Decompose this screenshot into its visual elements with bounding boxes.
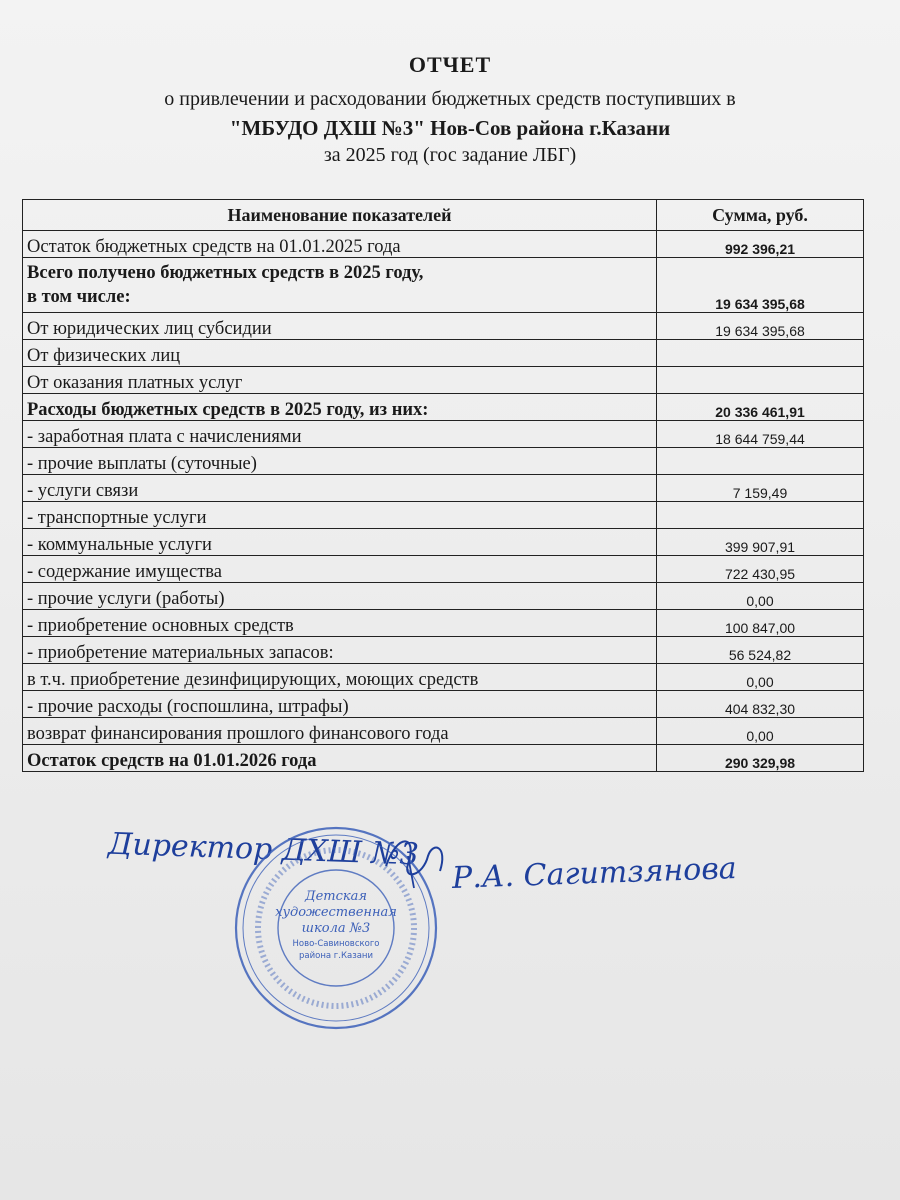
row-name: От оказания платных услуг	[23, 367, 657, 394]
row-sum: 0,00	[657, 583, 864, 610]
table-row	[23, 664, 864, 691]
row-sum: 100 847,00	[657, 610, 864, 637]
table-row	[23, 691, 864, 718]
director-name-signature: Р.А. Сагитзянова	[451, 851, 738, 896]
row-name: в т.ч. приобретение дезинфицирующих, моющих средств	[23, 664, 657, 691]
table-row	[23, 718, 864, 745]
row-sum: 7 159,49	[657, 475, 864, 502]
stamp-line5: района г.Казани	[298, 951, 374, 961]
table-row	[23, 367, 864, 394]
row-name: - услуги связи	[23, 475, 657, 502]
row-sum	[657, 367, 864, 394]
column-header-name: Наименование показателей	[23, 200, 657, 231]
row-sum: 290 329,98	[657, 745, 864, 772]
row-sum: 56 524,82	[657, 637, 864, 664]
organization-name: "МБУДО ДХШ №3" Нов-Сов района г.Казани	[229, 116, 671, 140]
table-row	[23, 448, 864, 475]
row-sum	[657, 448, 864, 475]
row-name: Расходы бюджетных средств в 2025 году, из них:	[23, 394, 657, 421]
row-name: возврат финансирования прошлого финансового года	[23, 718, 657, 745]
row-name-line2: в том числе:	[27, 287, 131, 307]
row-name: - содержание имущества	[23, 556, 657, 583]
table-row	[23, 583, 864, 610]
row-sum: 399 907,91	[657, 529, 864, 556]
report-period: за 2025 год (гос задание ЛБГ)	[323, 144, 577, 166]
row-sum: 992 396,21	[657, 231, 864, 258]
row-name: - прочие услуги (работы)	[23, 583, 657, 610]
stamp-line4: Ново-Савиновского	[292, 939, 380, 949]
row-name: - приобретение материальных запасов:	[23, 637, 657, 664]
table-row	[23, 475, 864, 502]
signature-scribble-icon	[378, 826, 458, 896]
table-row	[23, 610, 864, 637]
table-row	[23, 421, 864, 448]
director-signature-label: Директор ДХШ №3	[107, 826, 420, 873]
row-sum: 19 634 395,68	[657, 313, 864, 340]
table-row	[23, 313, 864, 340]
row-sum: 19 634 395,68	[657, 258, 864, 313]
row-name-line1: Всего получено бюджетных средств в 2025 году,	[27, 263, 424, 283]
column-header-sum: Сумма, руб.	[657, 200, 864, 231]
report-title: ОТЧЕТ	[408, 52, 492, 77]
table-row	[23, 394, 864, 421]
row-name: - заработная плата с начислениями	[23, 421, 657, 448]
stamp-line3: школа №3	[301, 921, 371, 936]
report-subtitle: о привлечении и расходовании бюджетных средств поступивших в	[164, 88, 736, 110]
row-name: От юридических лиц субсидии	[23, 313, 657, 340]
row-sum: 20 336 461,91	[657, 394, 864, 421]
table-row	[23, 529, 864, 556]
row-sum: 404 832,30	[657, 691, 864, 718]
table-row	[23, 258, 864, 313]
row-name: - прочие расходы (госпошлина, штрафы)	[23, 691, 657, 718]
row-name: Остаток средств на 01.01.2026 года	[23, 745, 657, 772]
table-row	[23, 340, 864, 367]
row-name: - прочие выплаты (суточные)	[23, 448, 657, 475]
row-name: - коммунальные услуги	[23, 529, 657, 556]
stamp-line1: Детская	[305, 889, 367, 904]
table-row	[23, 556, 864, 583]
row-sum: 722 430,95	[657, 556, 864, 583]
row-name: Остаток бюджетных средств на 01.01.2025 года	[23, 231, 657, 258]
table-row	[23, 745, 864, 772]
row-sum	[657, 502, 864, 529]
row-sum: 18 644 759,44	[657, 421, 864, 448]
table-row	[23, 502, 864, 529]
row-name: - приобретение основных средств	[23, 610, 657, 637]
row-sum: 0,00	[657, 718, 864, 745]
table-row	[23, 231, 864, 258]
stamp-line2: художественная	[275, 905, 397, 920]
table-header-row	[23, 200, 864, 231]
table-row	[23, 637, 864, 664]
report-table	[22, 199, 864, 772]
row-sum	[657, 340, 864, 367]
row-sum: 0,00	[657, 664, 864, 691]
row-name	[23, 258, 657, 313]
row-name: - транспортные услуги	[23, 502, 657, 529]
row-name: От физических лиц	[23, 340, 657, 367]
